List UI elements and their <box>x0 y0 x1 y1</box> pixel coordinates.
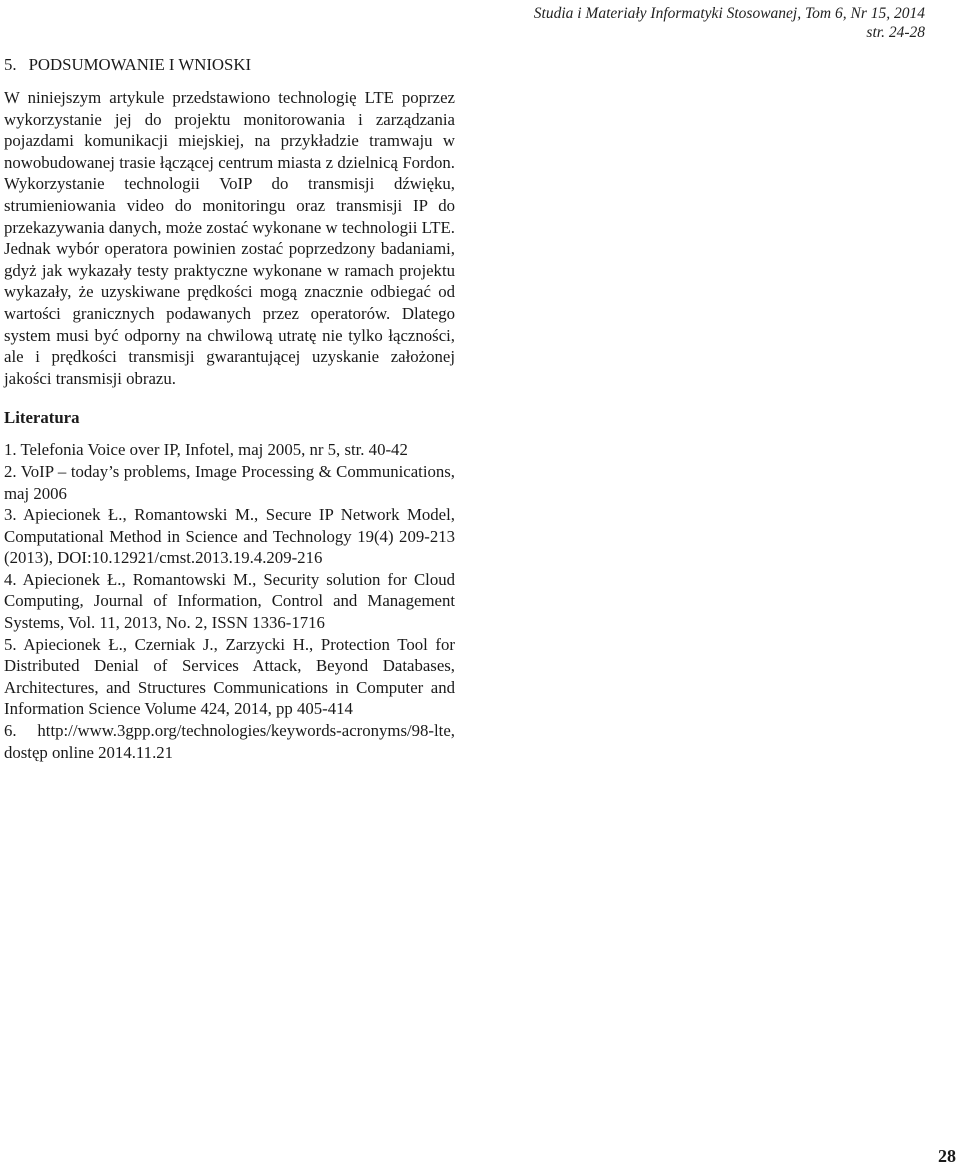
page-number: 28 <box>938 1146 956 1166</box>
sentence-operator: Jednak wybór operatora powinien zostać poprzedzony badaniami, gdyż jak wykazały testy praktyczne wykonane w ramach projektu wykazały, że uzyskiwane prędkości mogą znacznie odbiegać od wartości granicznych podawanych przez operatorów. <box>4 239 455 323</box>
reference-item-5: 5. Apiecionek Ł., Czerniak J., Zarzycki H., Protection Tool for Distributed Denial of Services Attack, Beyond Databases, Architectures, and Structures Communications in Computer and Information Science Volume 424, 2014, pp 405-414 <box>4 634 455 719</box>
journal-citation: Studia i Materiały Informatyki Stosowanej, Tom 6, Nr 15, 2014 <box>533 5 925 22</box>
reference-item-2: 2. VoIP – today’s problems, Image Processing & Communications, maj 2006 <box>4 461 455 503</box>
page-range: str. 24-28 <box>866 24 925 41</box>
running-header <box>534 4 925 42</box>
sentence-intro: W niniejszym artykule przedstawiono technologię LTE poprzez wykorzystanie jej do projektu monitorowania i zarządzania pojazdami komunikacji miejskiej, na przykładzie tramwaju w nowobudowanej trasie łączącej centrum miasta z dzielnicą Fordon. <box>4 88 455 172</box>
sentence-resilience: Dlatego system musi być odporny na chwilową utratę nie tylko łączności, ale i prędkości transmisji gwarantującej uzyskanie założonej jakości transmisji obrazu. <box>4 303 455 388</box>
reference-list <box>4 439 455 763</box>
section-heading <box>4 54 455 75</box>
main-column <box>4 54 455 763</box>
reference-item-1: 1. Telefonia Voice over IP, Infotel, maj 2005, nr 5, str. 40-42 <box>4 440 408 460</box>
sentence-voip: Wykorzystanie technologii VoIP do transmisji dźwięku, strumieniowania video do monitoringu oraz transmisji IP do przekazywania danych, może zostać wykonane w technologii LTE. <box>4 174 455 237</box>
reference-item-6: 6. http://www.3gpp.org/technologies/keywords-acronyms/98-lte, dostęp online 2014.11.21 <box>4 721 455 762</box>
literature-heading: Literatura <box>4 408 80 428</box>
section-number: 5. <box>4 55 17 74</box>
section-title: PODSUMOWANIE I WNIOSKI <box>28 55 252 74</box>
reference-item-3: 3. Apiecionek Ł., Romantowski M., Secure IP Network Model, Computational Method in Science and Technology 19(4) 209-213 (2013), DOI:10.12921/cmst.2013.19.4.209-216 <box>4 505 455 568</box>
conclusion-paragraph <box>4 87 455 389</box>
reference-item-4: 4. Apiecionek Ł., Romantowski M., Security solution for Cloud Computing, Journal of Information, Control and Management Systems, Vol. 11, 2013, No. 2, ISSN 1336-1716 <box>4 569 455 633</box>
